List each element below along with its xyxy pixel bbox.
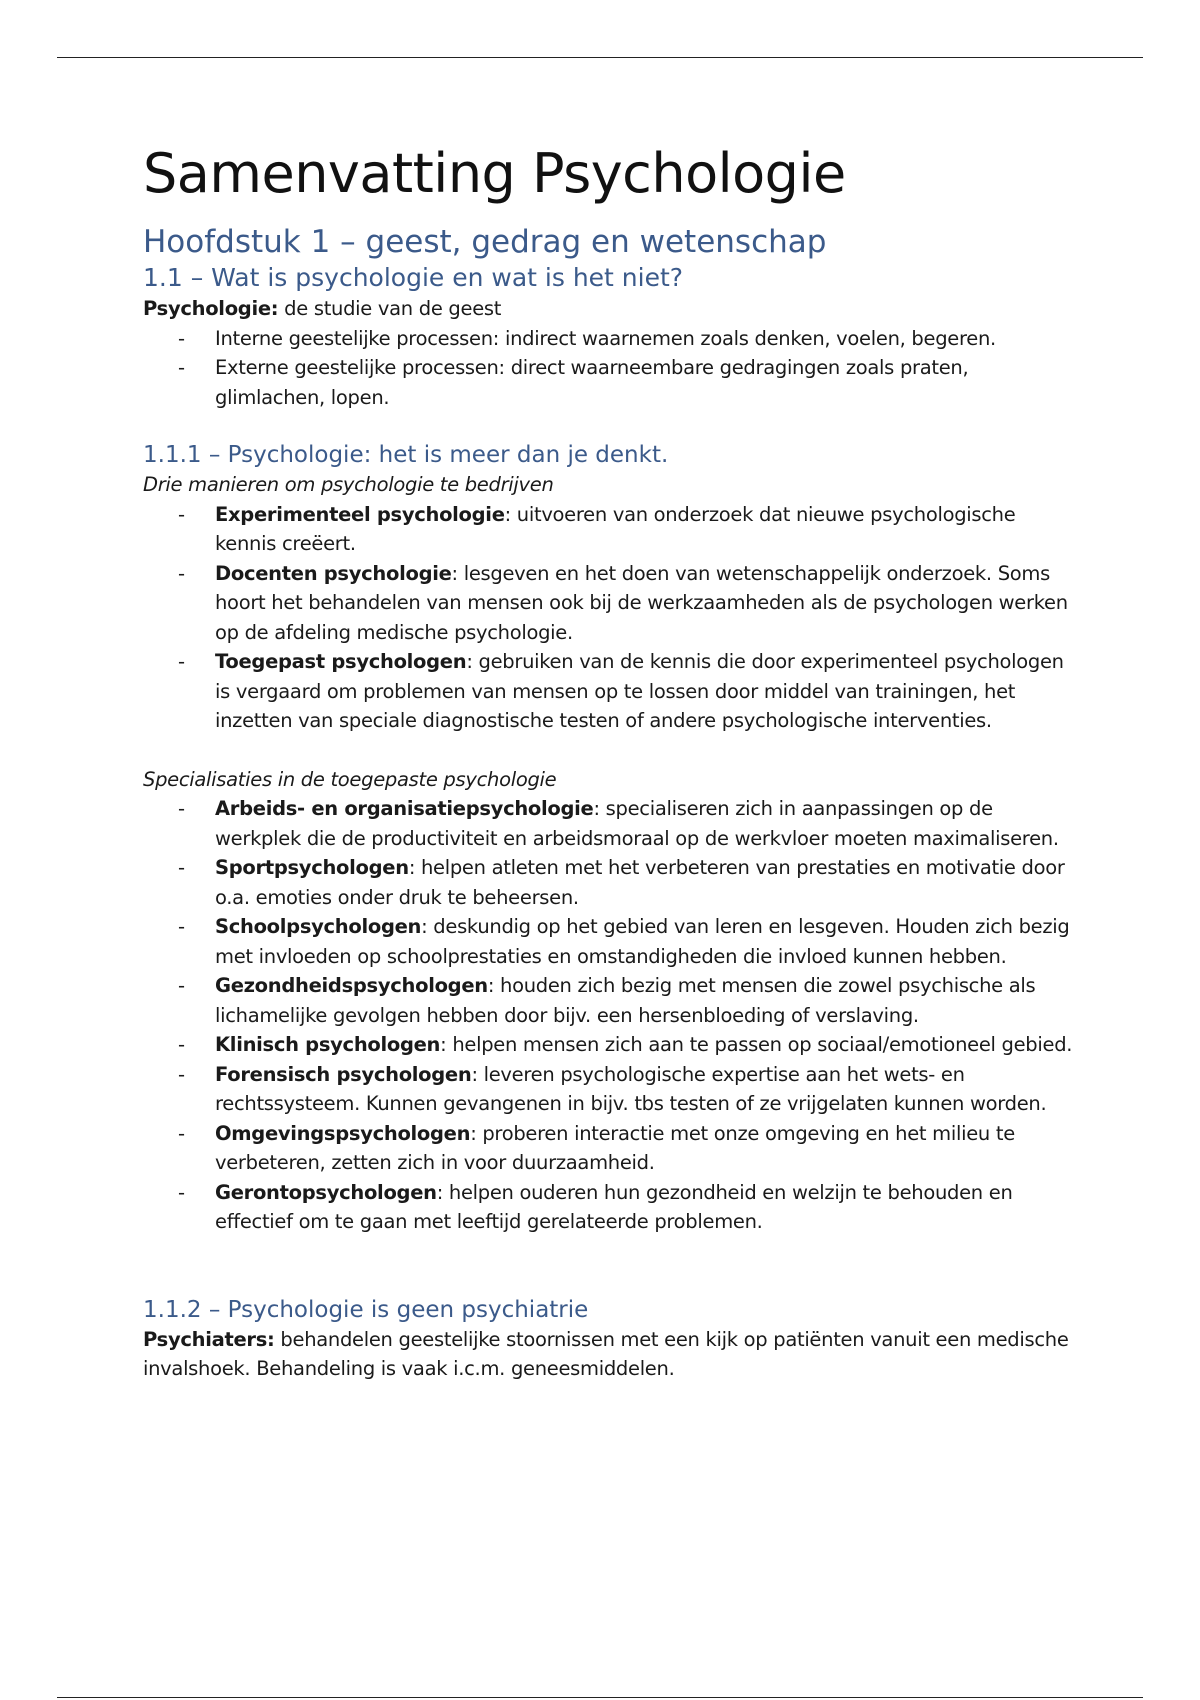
list-item xyxy=(215,853,1073,912)
methods-list xyxy=(143,500,1073,736)
spacer xyxy=(143,1237,1073,1295)
processes-list xyxy=(143,324,1073,413)
list-item xyxy=(215,559,1073,648)
list-item xyxy=(215,971,1073,1030)
section-heading-1-1: 1.1 – Wat is psychologie en wat is het niet? xyxy=(143,263,684,292)
list-item xyxy=(215,794,1073,853)
document-title: Samenvatting Psychologie xyxy=(143,142,846,205)
list-item xyxy=(215,1060,1073,1119)
item-term: Sportpsychologen xyxy=(215,856,409,879)
section-1-1-1 xyxy=(143,440,1073,1237)
item-text: : houden zich bezig met mensen die zowel psychische als lichamelijke gevolgen hebben door bijv. een hersenbloeding of verslaving. xyxy=(215,974,1036,1027)
document-body xyxy=(143,138,1073,1384)
section-heading-1-1-2: 1.1.2 – Psychologie is geen psychiatrie xyxy=(143,1296,589,1323)
list-item xyxy=(215,1178,1073,1237)
definition-text: behandelen geestelijke stoornissen met een kijk op patiënten vanuit een medische invalshoek. Behandeling is vaak i.c.m. geneesmiddelen. xyxy=(143,1327,1069,1380)
footer-rule xyxy=(57,1697,1143,1698)
list-item: - Externe geestelijke processen: direct waarneembare gedragingen zoals praten, glimlachen, lopen. xyxy=(215,353,1073,412)
item-text: : proberen interactie met onze omgeving en het milieu te verbeteren, zetten zich in voor duurzaamheid. xyxy=(215,1121,1015,1174)
item-term: Arbeids- en organisatiepsychologie xyxy=(215,797,594,820)
section-1-1-2 xyxy=(143,1295,1073,1384)
list-item xyxy=(215,1030,1073,1060)
definition-psychiaters xyxy=(143,1325,1073,1384)
header-rule xyxy=(57,57,1143,58)
list-item: - Interne geestelijke processen: indirect waarnemen zoals denken, voelen, begeren. xyxy=(215,324,1073,354)
specializations-list xyxy=(143,794,1073,1237)
item-text: : helpen ouderen hun gezondheid en welzijn te behouden en effectief om te gaan met leeftijd gerelateerde problemen. xyxy=(215,1180,1013,1233)
item-term: Experimenteel psychologie xyxy=(215,502,505,526)
list-item xyxy=(215,912,1073,971)
item-term: Klinisch psychologen xyxy=(215,1033,441,1056)
item-text: : helpen mensen zich aan te passen op sociaal/emotioneel gebied. xyxy=(440,1033,1073,1056)
section-heading-1-1-1: 1.1.1 – Psychologie: het is meer dan je denkt. xyxy=(143,442,669,468)
item-text: : uitvoeren van onderzoek dat nieuwe psychologische kennis creëert. xyxy=(215,502,1016,555)
list-item xyxy=(215,647,1073,736)
item-term: Gerontopsychologen xyxy=(215,1180,437,1204)
item-term: Schoolpsychologen xyxy=(215,915,422,938)
item-text: : deskundig op het gebied van leren en lesgeven. Houden zich bezig met invloeden op schoolprestaties en omstandigheden die invloed kunnen hebben. xyxy=(215,915,1070,968)
list-item xyxy=(215,1119,1073,1178)
definition-psychologie xyxy=(143,294,1073,324)
specializations-intro: Specialisaties in de toegepaste psychologie xyxy=(143,767,557,791)
definition-term: Psychologie: xyxy=(143,297,279,320)
item-term: Forensisch psychologen xyxy=(215,1062,472,1086)
item-term: Gezondheidspsychologen xyxy=(215,974,488,997)
item-text: : gebruiken van de kennis die door experimenteel psychologen is vergaard om problemen van mensen op te lossen door middel van trainingen, het inzetten van speciale diagnostische testen of andere psychologische interventies. xyxy=(215,650,1064,732)
item-term: Docenten psychologie xyxy=(215,561,452,585)
item-text: : leveren psychologische expertise aan het wets- en rechtssysteem. Kunnen gevangenen in bijv. tbs testen of ze vrijgelaten kunnen worden. xyxy=(215,1062,1047,1115)
chapter-heading: Hoofdstuk 1 – geest, gedrag en wetenschap xyxy=(143,224,827,260)
item-term: Omgevingspsychologen xyxy=(215,1121,471,1145)
methods-intro: Drie manieren om psychologie te bedrijven xyxy=(143,473,554,496)
list-item xyxy=(215,500,1073,559)
definition-term: Psychiaters: xyxy=(143,1327,275,1351)
item-term: Toegepast psychologen xyxy=(215,650,467,673)
definition-text: de studie van de geest xyxy=(278,297,502,320)
item-text: : lesgeven en het doen van wetenschappelijk onderzoek. Soms hoort het behandelen van mensen ook bij de werkzaamheden als de psychologen werken op de afdeling medische psychologie. xyxy=(215,561,1068,644)
item-text: : specialiseren zich in aanpassingen op de werkplek die de productiviteit en arbeidsmoraal op de werkvloer moeten maximaliseren. xyxy=(215,797,1059,850)
spacer xyxy=(143,736,1073,765)
item-text: : helpen atleten met het verbeteren van prestaties en motivatie door o.a. emoties onder druk te beheersen. xyxy=(215,856,1065,909)
